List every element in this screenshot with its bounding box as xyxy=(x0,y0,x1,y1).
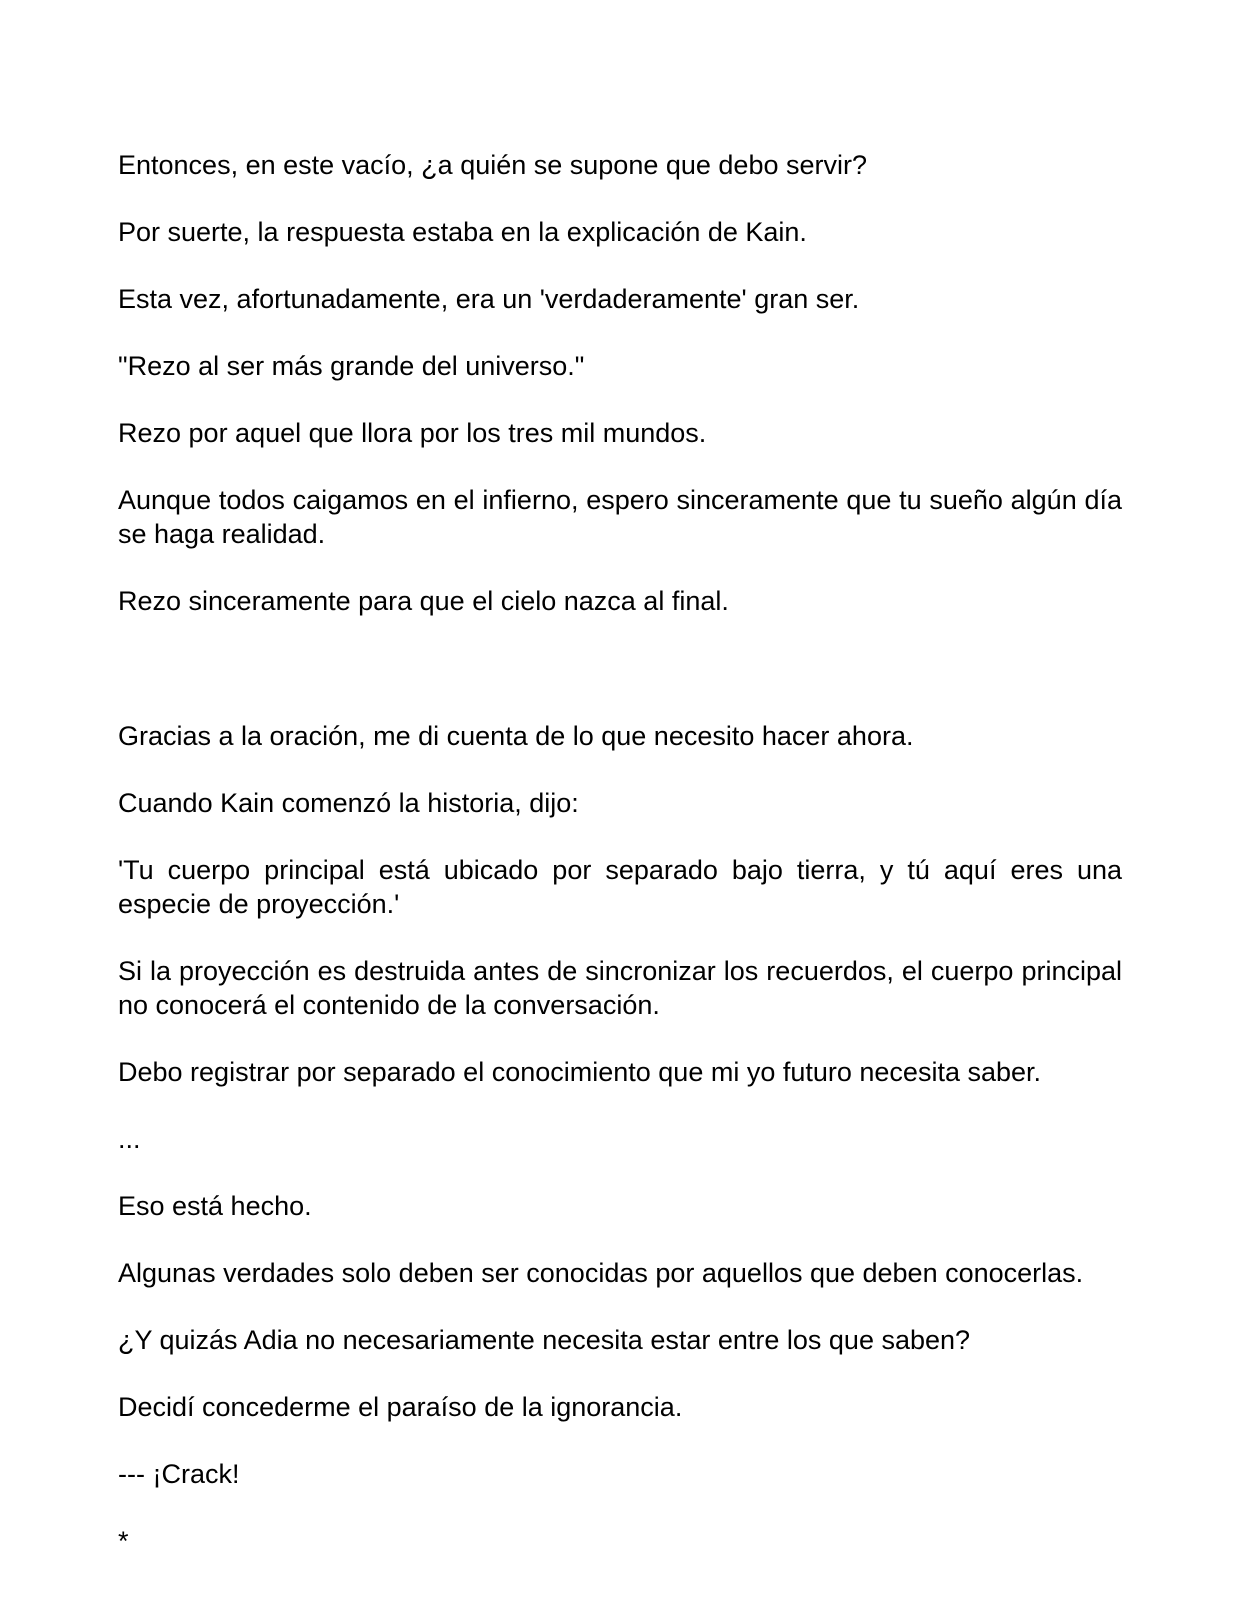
paragraph: ¿Y quizás Adia no necesariamente necesita estar entre los que saben? xyxy=(118,1325,971,1355)
paragraph: Entonces, en este vacío, ¿a quién se supone que debo servir? xyxy=(118,150,867,180)
paragraph: Rezo por aquel que llora por los tres mil mundos. xyxy=(118,418,707,448)
paragraph: Debo registrar por separado el conocimiento que mi yo futuro necesita saber. xyxy=(118,1057,1042,1087)
paragraph: Decidí concederme el paraíso de la ignorancia. xyxy=(118,1392,683,1422)
section-break xyxy=(118,651,1122,719)
paragraph: Si la proyección es destruida antes de sincronizar los recuerdos, el cuerpo principal no conocerá el contenido de la conversación. xyxy=(118,956,1122,1020)
paragraph: Cuando Kain comenzó la historia, dijo: xyxy=(118,788,579,818)
paragraph: --- ¡Crack! xyxy=(118,1459,240,1489)
paragraph: Aunque todos caigamos en el infierno, espero sinceramente que tu sueño algún día se haga realidad. xyxy=(118,485,1122,549)
paragraph: Esta vez, afortunadamente, era un 'verdaderamente' gran ser. xyxy=(118,284,860,314)
paragraph: Rezo sinceramente para que el cielo nazca al final. xyxy=(118,586,729,616)
paragraph: "Rezo al ser más grande del universo." xyxy=(118,351,585,381)
paragraph: 'Tu cuerpo principal está ubicado por separado bajo tierra, y tú aquí eres una especie de proyección.' xyxy=(118,855,1122,919)
paragraph: Eso está hecho. xyxy=(118,1191,312,1221)
paragraph: * xyxy=(118,1526,129,1556)
paragraph: ... xyxy=(118,1124,141,1154)
paragraph: Por suerte, la respuesta estaba en la explicación de Kain. xyxy=(118,217,807,247)
paragraph: Algunas verdades solo deben ser conocidas por aquellos que deben conocerlas. xyxy=(118,1258,1084,1288)
paragraph: Gracias a la oración, me di cuenta de lo que necesito hacer ahora. xyxy=(118,721,914,751)
document-body xyxy=(118,148,1122,1591)
